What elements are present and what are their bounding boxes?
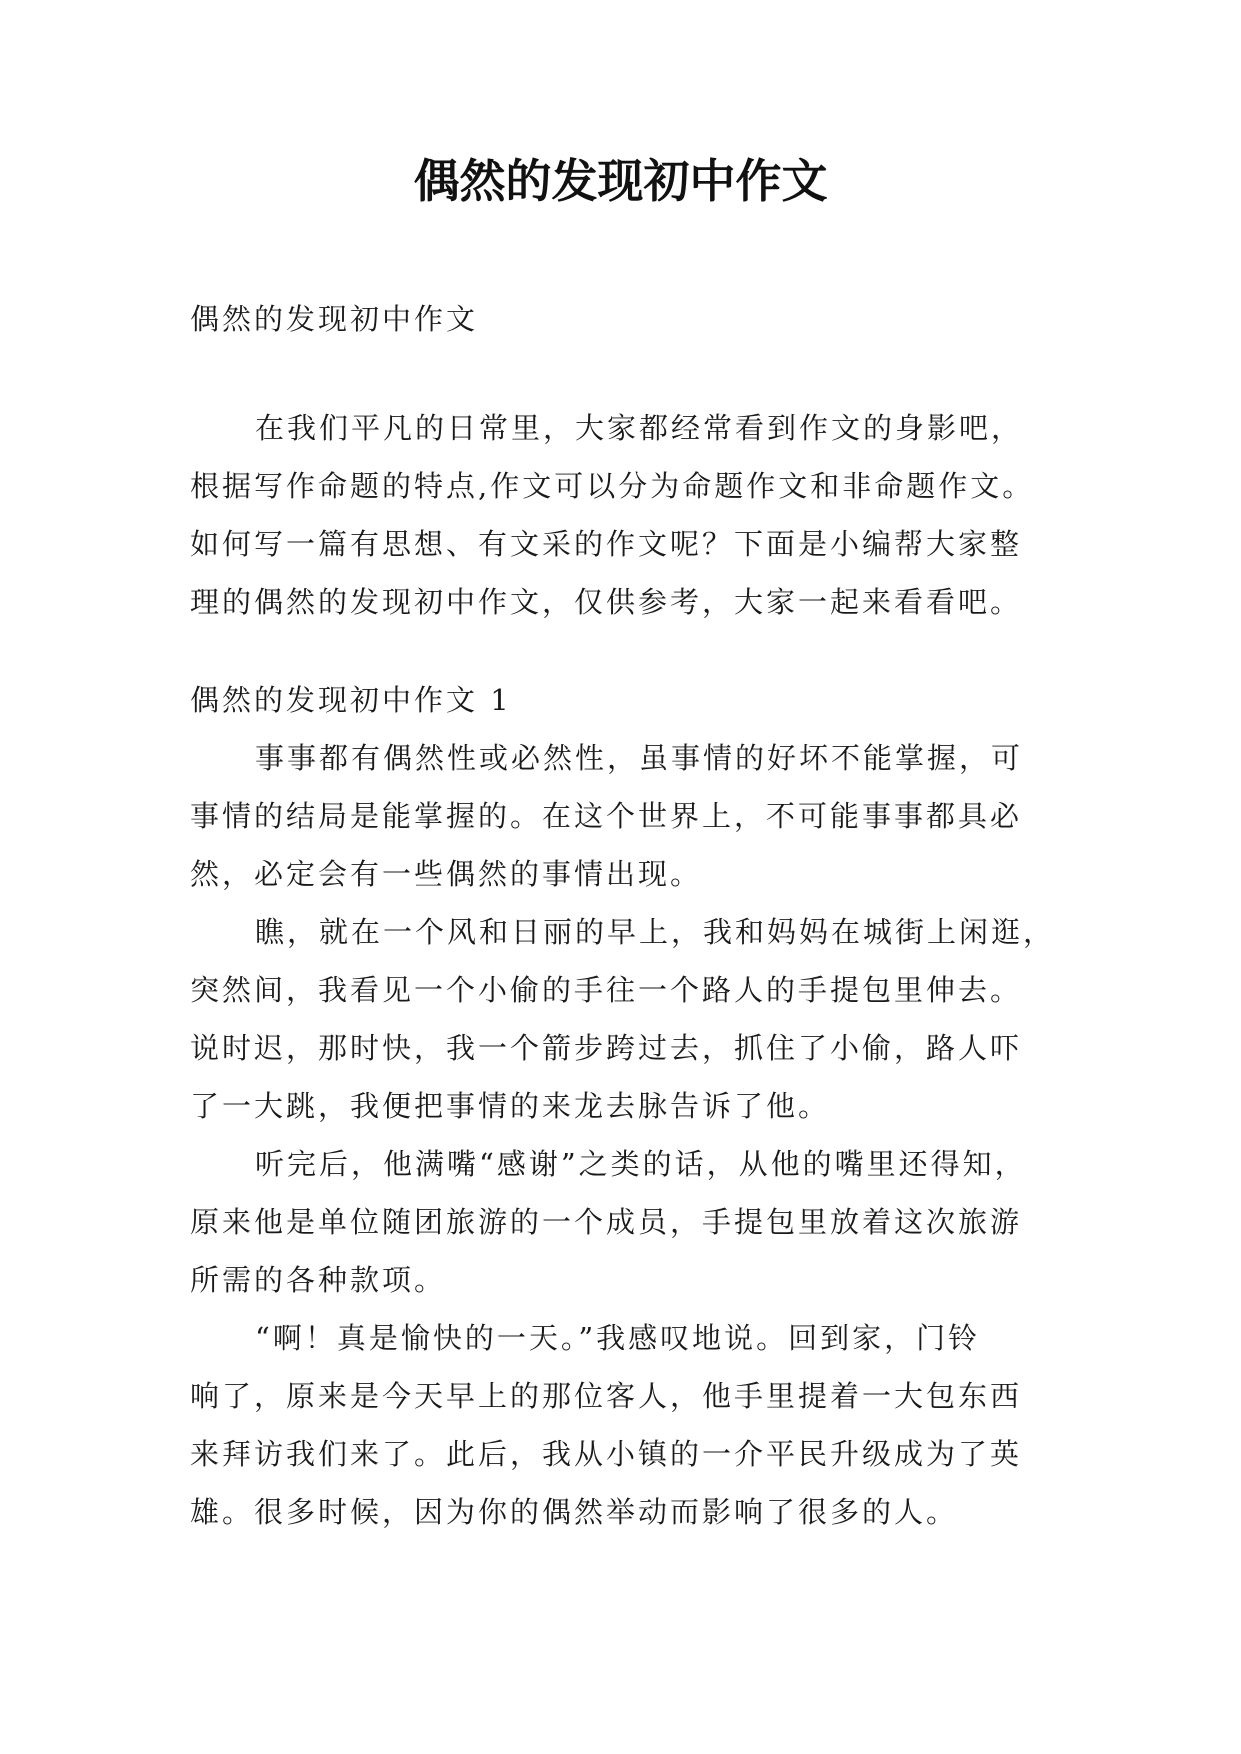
essay-paragraph	[190, 729, 1050, 903]
paragraph-line: 雄。很多时候，因为你的偶然举动而影响了很多的人。	[190, 1495, 959, 1529]
document-body	[190, 290, 1056, 1541]
paragraph-line: 了一大跳，我便把事情的来龙去脉告诉了他。	[190, 1089, 831, 1123]
section-heading: 偶然的发现初中作文 1	[190, 683, 512, 717]
intro-line: 如何写一篇有思想、有文采的作文呢？下面是小编帮大家整	[190, 527, 1023, 561]
paragraph-line: 所需的各种款项。	[190, 1263, 447, 1297]
essay-paragraph	[190, 903, 1056, 1135]
intro-line: 根据写作命题的特点,作文可以分为命题作文和非命题作文。	[190, 469, 1035, 503]
paragraph-line: 然，必定会有一些偶然的事情出现。	[190, 857, 703, 891]
paragraph-line: 听完后，他满嘴“感谢”之类的话，从他的嘴里还得知，	[255, 1147, 1027, 1181]
intro-paragraph	[190, 399, 1050, 631]
paragraph-line: 响了，原来是今天早上的那位客人，他手里提着一大包东西	[190, 1379, 1023, 1413]
essay-paragraph	[190, 1135, 1050, 1309]
paragraph-line: 瞧，就在一个风和日丽的早上，我和妈妈在城街上闲逛，	[255, 915, 1056, 949]
paragraph-line: 突然间，我看见一个小偷的手往一个路人的手提包里伸去。	[190, 973, 1023, 1007]
paragraph-line: 事情的结局是能掌握的。在这个世界上，不可能事事都具必	[190, 799, 1023, 833]
paragraph-line: 事事都有偶然性或必然性，虽事情的好坏不能掌握，可	[255, 741, 1024, 775]
paragraph-line: 说时迟，那时快，我一个箭步跨过去，抓住了小偷，路人吓	[190, 1031, 1023, 1065]
essay-paragraph	[190, 1309, 1050, 1541]
paragraph-line: 原来他是单位随团旅游的一个成员，手提包里放着这次旅游	[190, 1205, 1023, 1239]
intro-line: 理的偶然的发现初中作文，仅供参考，大家一起来看看吧。	[190, 585, 1023, 619]
intro-line: 在我们平凡的日常里，大家都经常看到作文的身影吧，	[255, 411, 1024, 445]
paragraph-line: 来拜访我们来了。此后，我从小镇的一介平民升级成为了英	[190, 1437, 1023, 1471]
paragraph-line: “啊！真是愉快的一天。”我感叹地说。回到家，门铃	[255, 1321, 981, 1355]
spacer	[190, 348, 1050, 399]
document-subtitle: 偶然的发现初中作文	[190, 302, 479, 336]
document-title: 偶然的发现初中作文	[413, 154, 828, 208]
spacer	[190, 631, 1050, 671]
